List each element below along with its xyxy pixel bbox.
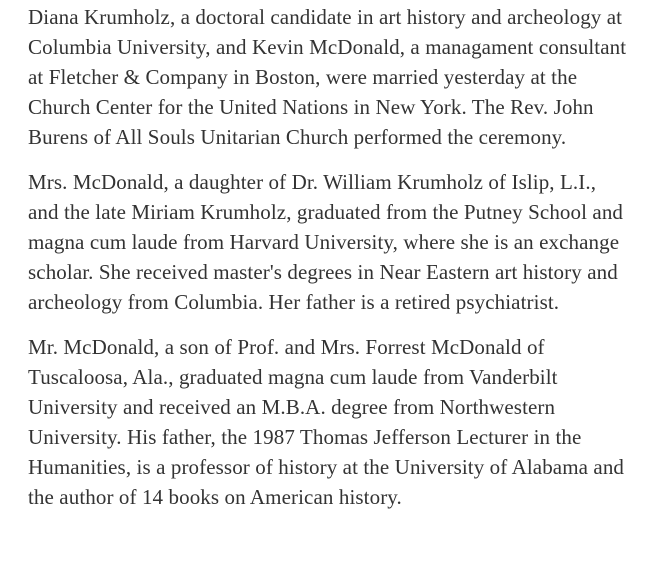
article-paragraph-3: Mr. McDonald, a son of Prof. and Mrs. Forrest McDonald of Tuscaloosa, Ala., graduated magna cum laude from Vanderbilt University and received an M.B.A. degree from Northwestern University. His father, the 1987 Thomas Jefferson Lecturer in the Humanities, is a professor of history at the University of Alabama and the author of 14 books on American history. (28, 335, 625, 509)
article-paragraph-2: Mrs. McDonald, a daughter of Dr. William Krumholz of Islip, L.I., and the late Miriam Krumholz, graduated from the Putney School and magna cum laude from Harvard University, where she is an exchange scholar. She received master's degrees in Near Eastern art history and archeology from Columbia. Her father is a retired psychiatrist. (28, 170, 624, 314)
article-paragraph-1: Diana Krumholz, a doctoral candidate in art history and archeology at Columbia University, and Kevin McDonald, a managament consultant at Fletcher & Company in Boston, were married yesterday at the Church Center for the United Nations in New York. The Rev. John Burens of All Souls Unitarian Church performed the ceremony. (28, 5, 627, 149)
